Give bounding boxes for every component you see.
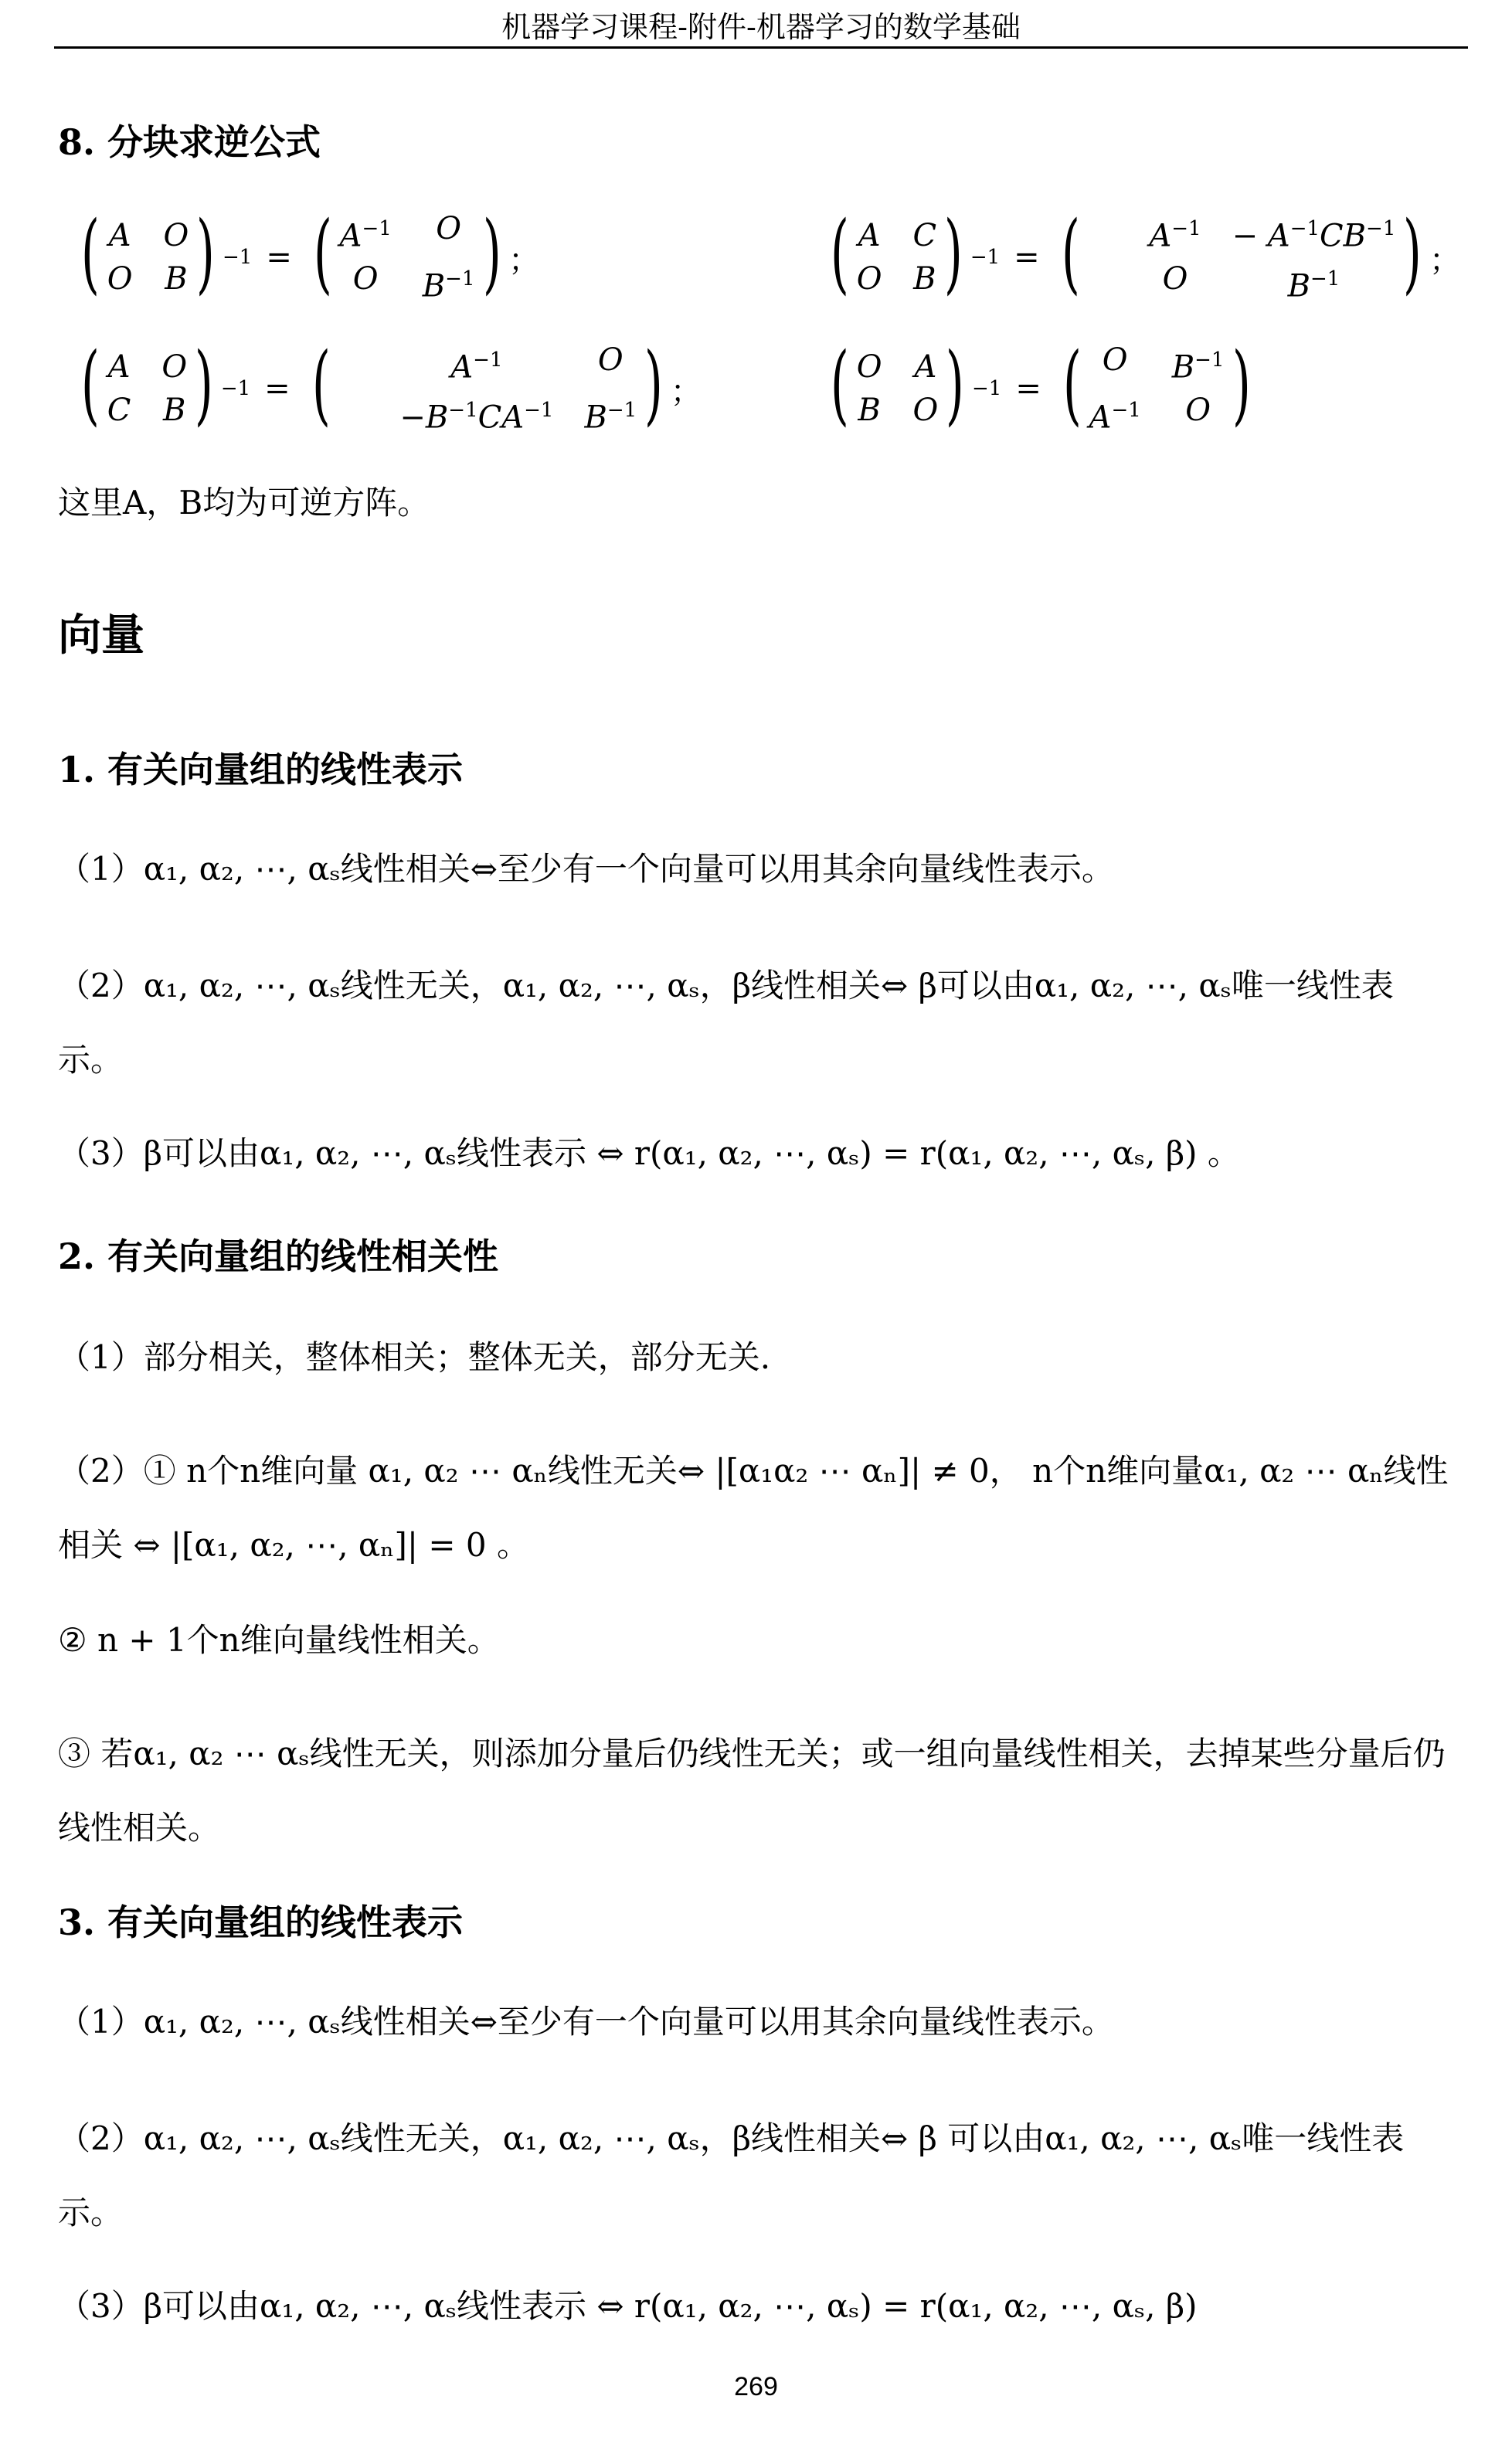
s1-item-3: （3）β可以由α₁, α₂, ⋯, αₛ线性表示 ⇔ r(α₁, α₂, ⋯, αₛ) = r(α₁, α₂, ⋯, αₛ, β) 。: [58, 1134, 1240, 1172]
s1-item-2: （2）α₁, α₂, ⋯, αₛ线性无关，α₁, α₂, ⋯, αₛ，β线性相关⇔ β可以由α₁, α₂, ⋯, αₛ唯一线性表示。: [58, 967, 1394, 1079]
vector-title: 向量: [58, 610, 144, 661]
block-inverse-formula-3: ( A O C B ) −1 = ( $A^{-1}$ O $-B^{-1}CA^{-1}$ $B^{-1}$ ) ；: [80, 335, 702, 436]
s2-item-2: （2）① n个n维向量 α₁, α₂ ⋯ αₙ线性无关⇔ |[α₁α₂ ⋯ αₙ]| ≠ 0， n个n维向量α₁, α₂ ⋯ αₙ线性相关 ⇔ |[α₁, α₂, ⋯, αₙ]| = 0 。: [58, 1452, 1449, 1564]
block-inverse-formula-4: ( O A B O ) −1 = ( O $B^{-1}$ $A^{-1}$ O ): [830, 335, 1251, 436]
s2-item-4: ③ 若α₁, α₂ ⋯ αₛ线性无关，则添加分量后仍线性无关；或一组向量线性相关，去掉某些分量后仍线性相关。: [58, 1735, 1446, 1847]
page-header: 机器学习课程-附件-机器学习的数学基础: [501, 10, 1021, 44]
s2-item-1: （1）部分相关，整体相关；整体无关，部分无关.: [58, 1338, 771, 1376]
s3-item-1: （1）α₁, α₂, ⋯, αₛ线性相关⇔至少有一个向量可以用其余向量线性表示。: [58, 2003, 1114, 2041]
invertible-note: 这里A，B均为可逆方阵。: [58, 484, 430, 522]
section-1-heading: 1. 有关向量组的线性表示: [58, 749, 464, 790]
s2-item-3: ② n + 1个n维向量线性相关。: [58, 1621, 500, 1659]
header-rule: [54, 46, 1468, 49]
s1-item-1: （1）α₁, α₂, ⋯, αₛ线性相关⇔至少有一个向量可以用其余向量线性表示。: [58, 850, 1114, 888]
block-inverse-formula-1: ( A O O B ) −1 = ( $A^{-1}$ O O $B^{-1}$ ) ；: [80, 203, 540, 304]
s3-item-3: （3）β可以由α₁, α₂, ⋯, αₛ线性表示 ⇔ r(α₁, α₂, ⋯, αₛ) = r(α₁, α₂, ⋯, αₛ, β): [58, 2287, 1198, 2325]
s3-item-2: （2）α₁, α₂, ⋯, αₛ线性无关，α₁, α₂, ⋯, αₛ，β线性相关⇔ β 可以由α₁, α₂, ⋯, αₛ唯一线性表示。: [58, 2119, 1405, 2231]
block-inverse-formula-2: ( A C O B ) −1 = ( $A^{-1}$ − $A^{-1}CB^{-1}$ O $B^{-1}$ ) ；: [830, 203, 1461, 304]
section-8-heading: 8. 分块求逆公式: [58, 121, 321, 163]
page-number: 269: [734, 2372, 778, 2401]
section-3-heading: 3. 有关向量组的线性表示: [58, 1902, 464, 1943]
section-2-heading: 2. 有关向量组的线性相关性: [58, 1235, 499, 1277]
